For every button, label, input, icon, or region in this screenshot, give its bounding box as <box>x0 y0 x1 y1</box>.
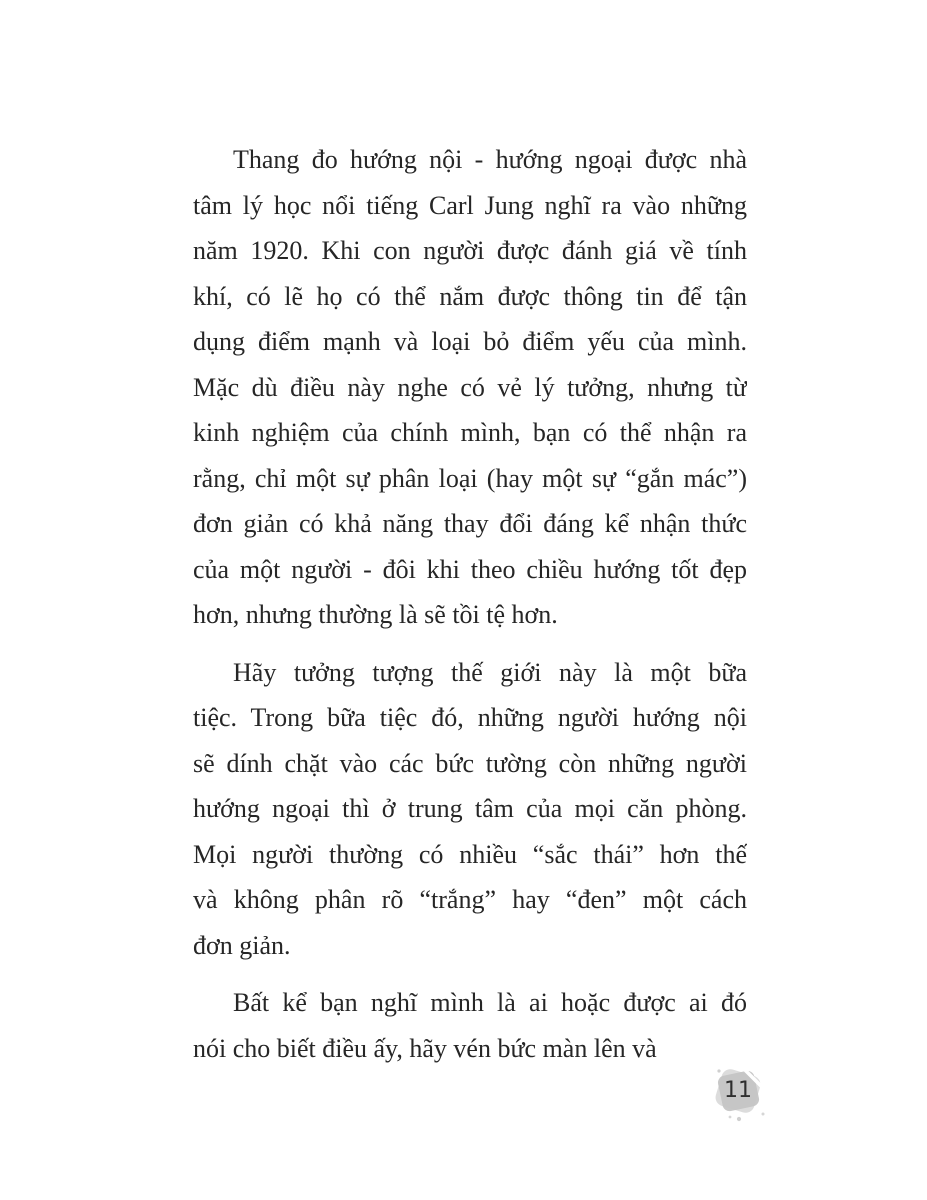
text-line: tâm lý học nổi tiếng Carl Jung nghĩ ra vào những <box>193 190 747 220</box>
paragraph <box>193 980 747 1071</box>
paragraph <box>193 650 747 969</box>
text-line: hướng ngoại thì ở trung tâm của mọi căn phòng. <box>193 794 747 823</box>
text-line: Bất kể bạn nghĩ mình là ai hoặc được ai đó <box>233 988 747 1017</box>
text-line: đơn giản có khả năng thay đổi đáng kể nhận thức <box>193 509 747 538</box>
text-line: rằng, chỉ một sự phân loại (hay một sự “gắn mác”) <box>193 463 747 493</box>
page-number-badge <box>706 1060 770 1124</box>
text-line: của một người - đôi khi theo chiều hướng tốt đẹp <box>193 554 747 584</box>
paragraph <box>193 137 747 638</box>
page-number: 11 <box>724 1077 752 1103</box>
body-text <box>193 137 747 1071</box>
text-line: khí, có lẽ họ có thể nắm được thông tin để tận <box>193 281 747 311</box>
text-line: hơn, nhưng thường là sẽ tồi tệ hơn. <box>193 600 558 629</box>
text-line: nói cho biết điều ấy, hãy vén bức màn lên và <box>193 1033 657 1063</box>
text-line: và không phân rõ “trắng” hay “đen” một cách <box>193 885 747 914</box>
text-line: Hãy tưởng tượng thế giới này là một bữa <box>233 657 747 687</box>
text-line: Mọi người thường có nhiều “sắc thái” hơn thế <box>193 839 747 869</box>
text-line: đơn giản. <box>193 930 291 960</box>
text-line: năm 1920. Khi con người được đánh giá về tính <box>193 236 747 265</box>
text-line: sẽ dính chặt vào các bức tường còn những người <box>193 748 747 778</box>
text-line: kinh nghiệm của chính mình, bạn có thể nhận ra <box>193 418 747 447</box>
text-line: tiệc. Trong bữa tiệc đó, những người hướng nội <box>193 703 747 732</box>
text-line: Thang đo hướng nội - hướng ngoại được nhà <box>233 145 747 174</box>
text-line: Mặc dù điều này nghe có vẻ lý tưởng, nhưng từ <box>193 372 747 402</box>
text-line: dụng điểm mạnh và loại bỏ điểm yếu của mình. <box>193 327 747 356</box>
